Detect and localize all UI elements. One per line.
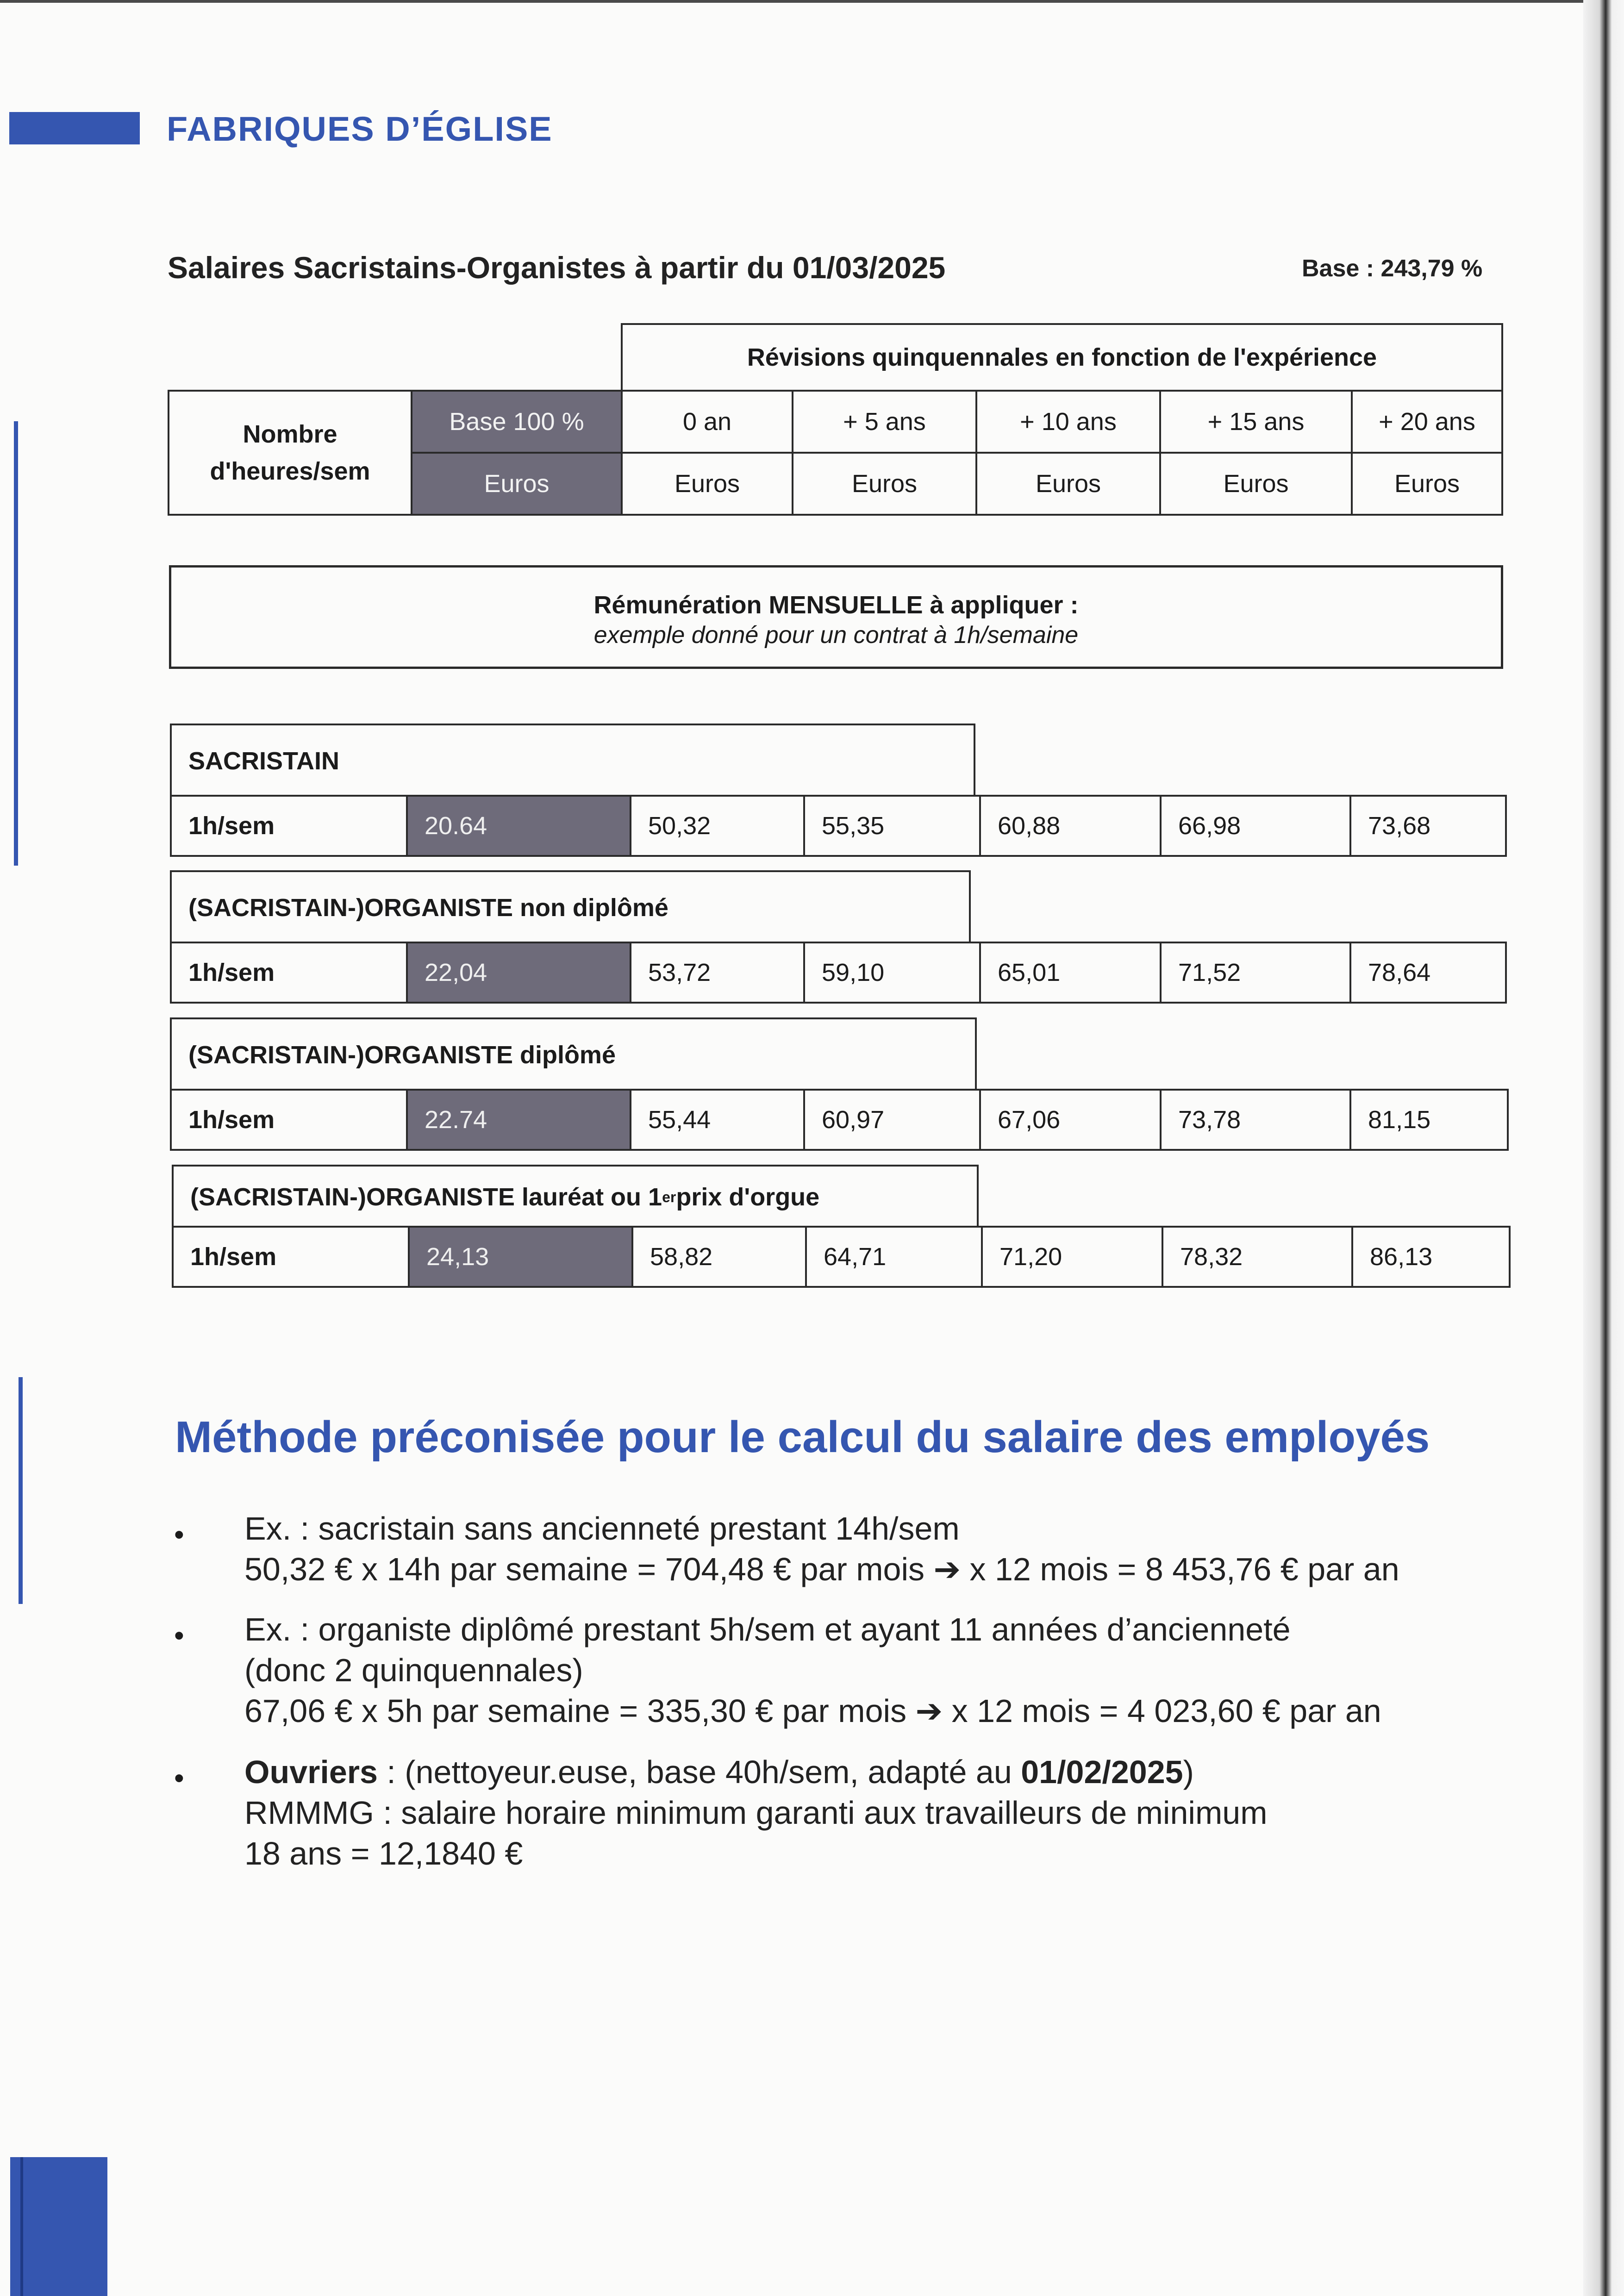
value-cell: 64,71 — [806, 1227, 982, 1287]
example-2-line2: (donc 2 quinquennales) — [244, 1652, 583, 1688]
remuneration-title: Rémunération MENSUELLE à appliquer : — [593, 591, 1079, 619]
salary-row — [170, 942, 1507, 1004]
side-marker — [19, 1377, 23, 1604]
method-title: Méthode préconisée pour le calcul du salaire des employés — [175, 1412, 1430, 1462]
column-header: + 10 ans — [976, 391, 1160, 453]
blank-cell — [412, 324, 622, 391]
unit-cell: Euros — [412, 453, 622, 515]
value-cell: 67,06 — [980, 1090, 1161, 1150]
salary-row — [170, 795, 1507, 857]
category-name-part: prix d'orgue — [676, 1183, 820, 1211]
unit-cell: Euros — [1352, 453, 1502, 515]
salary-row — [170, 1089, 1509, 1151]
column-header: + 15 ans — [1160, 391, 1352, 453]
value-cell: 65,01 — [980, 942, 1161, 1003]
workers-line1 — [244, 1752, 1268, 1792]
hours-label: 1h/sem — [171, 942, 407, 1003]
bullet-marker: • — [174, 1519, 184, 1551]
example-2 — [244, 1609, 1381, 1731]
workers-text: : (nettoyeur.euse, base 40h/sem, adapté au — [377, 1754, 1021, 1790]
base-column-header: Base 100 % — [412, 391, 622, 453]
salary-header-table — [168, 323, 1503, 516]
column-header: + 5 ans — [793, 391, 976, 453]
example-1 — [244, 1508, 1399, 1590]
bullet-marker: • — [174, 1620, 184, 1652]
value-cell: 78,64 — [1350, 942, 1506, 1003]
unit-cell: Euros — [622, 453, 793, 515]
base-value: 22.74 — [407, 1090, 631, 1150]
example-2-line1: Ex. : organiste diplômé prestant 5h/sem et ayant 11 années d’ancienneté — [244, 1611, 1291, 1647]
section-title: Salaires Sacristains-Organistes à partir du 01/03/2025 — [168, 250, 946, 285]
footer-accent-line — [20, 2157, 23, 2296]
value-cell: 78,32 — [1162, 1227, 1352, 1287]
category-title: (SACRISTAIN-)ORGANISTE non diplômé — [170, 870, 971, 943]
category-title: SACRISTAIN — [170, 724, 975, 797]
workers-line2: RMMMG : salaire horaire minimum garanti aux travailleurs de minimum — [244, 1795, 1268, 1831]
hours-column-header — [169, 391, 412, 515]
hours-label: 1h/sem — [173, 1227, 409, 1287]
remuneration-box — [169, 565, 1503, 669]
category-title — [172, 1165, 979, 1228]
unit-cell: Euros — [1160, 453, 1352, 515]
header-title: FABRIQUES D’ÉGLISE — [167, 110, 553, 148]
hours-label-line1: Nombre — [243, 420, 337, 448]
column-header: + 20 ans — [1352, 391, 1502, 453]
value-cell: 59,10 — [804, 942, 980, 1003]
value-cell: 53,72 — [631, 942, 804, 1003]
base-percentage: Base : 243,79 % — [1302, 255, 1483, 282]
unit-cell: Euros — [976, 453, 1160, 515]
value-cell: 81,15 — [1350, 1090, 1508, 1150]
unit-cell: Euros — [793, 453, 976, 515]
salary-row — [172, 1226, 1511, 1288]
hours-label-line2: d'heures/sem — [210, 457, 370, 485]
value-cell: 55,35 — [804, 796, 980, 856]
footer-accent-block — [10, 2157, 107, 2296]
value-cell: 58,82 — [632, 1227, 806, 1287]
value-cell: 86,13 — [1352, 1227, 1510, 1287]
base-value: 20.64 — [407, 796, 631, 856]
top-border — [0, 0, 1624, 3]
side-marker — [14, 421, 18, 866]
superscript-er: er — [662, 1188, 676, 1205]
value-cell: 60,88 — [980, 796, 1161, 856]
category-name-part: (SACRISTAIN-)ORGANISTE lauréat ou 1 — [190, 1183, 662, 1211]
example-1-line1: Ex. : sacristain sans ancienneté prestant 14h/sem — [244, 1510, 960, 1547]
value-cell: 73,68 — [1350, 796, 1506, 856]
revisions-header: Révisions quinquennales en fonction de l'expérience — [622, 324, 1502, 391]
bullet-marker: • — [174, 1762, 184, 1794]
page-binding-edge — [1583, 0, 1624, 2296]
workers-note — [244, 1752, 1268, 1874]
value-cell: 66,98 — [1161, 796, 1350, 856]
blank-cell — [169, 324, 412, 391]
hours-label: 1h/sem — [171, 1090, 407, 1150]
workers-date: 01/02/2025 — [1021, 1754, 1183, 1790]
base-value: 22,04 — [407, 942, 631, 1003]
value-cell: 55,44 — [631, 1090, 804, 1150]
category-title: (SACRISTAIN-)ORGANISTE diplômé — [170, 1017, 977, 1091]
example-1-line2: 50,32 € x 14h par semaine = 704,48 € par mois ➔ x 12 mois = 8 453,76 € par an — [244, 1551, 1399, 1587]
value-cell: 60,97 — [804, 1090, 980, 1150]
value-cell: 71,20 — [982, 1227, 1162, 1287]
value-cell: 71,52 — [1161, 942, 1350, 1003]
value-cell: 50,32 — [631, 796, 804, 856]
workers-label: Ouvriers — [244, 1754, 378, 1790]
column-header: 0 an — [622, 391, 793, 453]
workers-line3: 18 ans = 12,1840 € — [244, 1835, 523, 1872]
header-accent-bar — [9, 112, 140, 144]
value-cell: 73,78 — [1161, 1090, 1350, 1150]
base-value: 24,13 — [409, 1227, 632, 1287]
remuneration-note: exemple donné pour un contrat à 1h/semaine — [593, 622, 1079, 649]
example-2-line3: 67,06 € x 5h par semaine = 335,30 € par mois ➔ x 12 mois = 4 023,60 € par an — [244, 1693, 1381, 1729]
hours-label: 1h/sem — [171, 796, 407, 856]
workers-close: ) — [1183, 1754, 1194, 1790]
